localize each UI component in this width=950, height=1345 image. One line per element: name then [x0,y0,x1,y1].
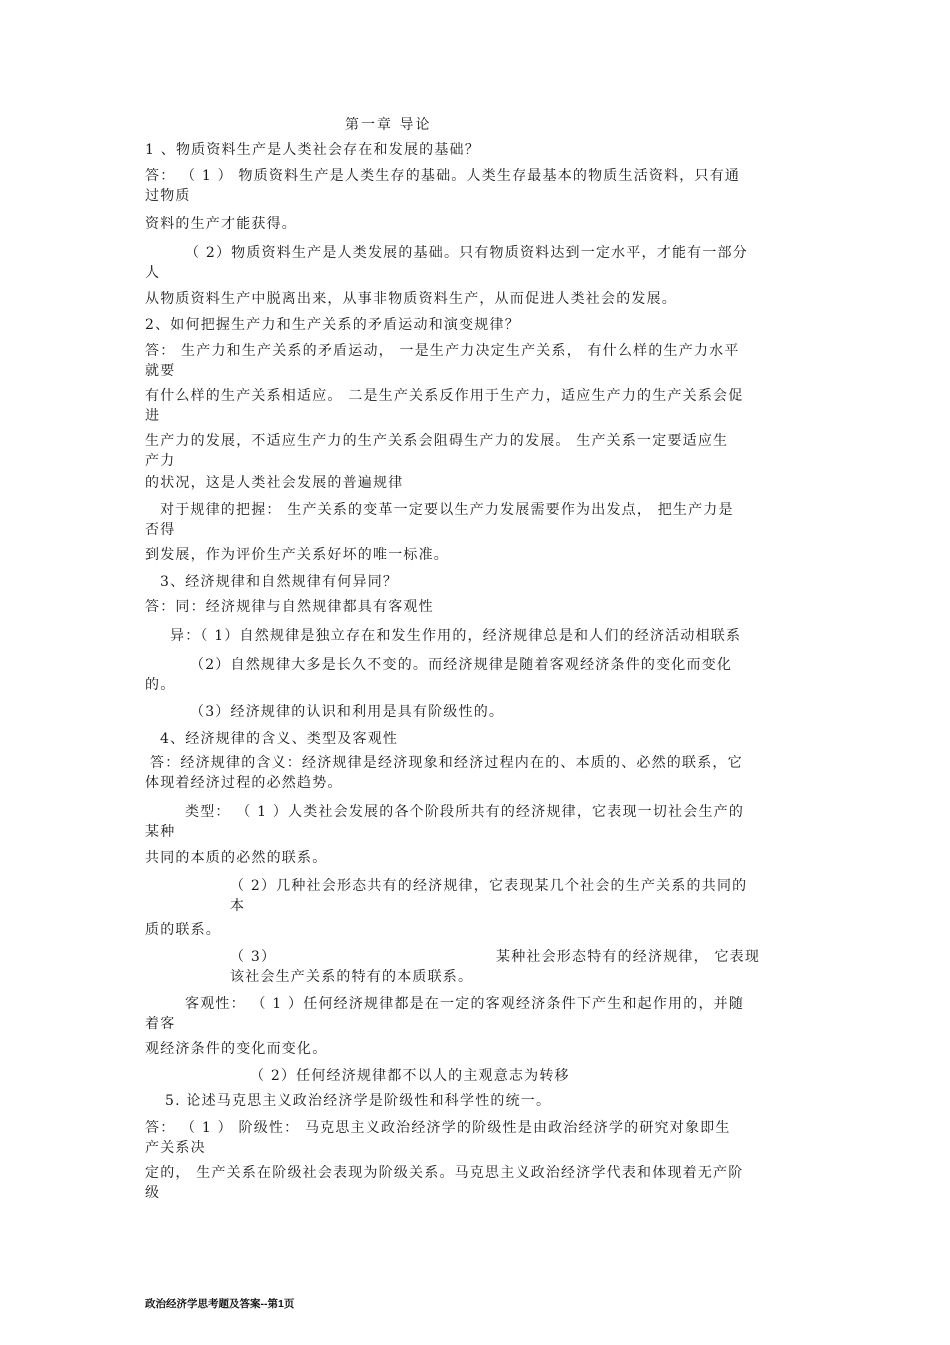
text-line: 生产力的发展，不适应生产力的生产关系会阻碍生产力的发展。 生产关系一定要适应生 [145,433,729,449]
chapter-title: 第一章 导论 [345,117,432,133]
text-line: （3）经济规律的认识和利用是具有阶级性的。 [190,704,505,720]
text-line: 人 [145,265,161,281]
question-1: 1 、物质资料生产是人类社会存在和发展的基础？ [145,142,480,158]
text-line: 从物质资料生产中脱离出来，从事非物质资料生产，从而促进人类社会的发展。 [145,291,677,307]
question-3: 3、经济规律和自然规律有何异同？ [160,574,399,590]
text-line: 本 [230,898,246,914]
text-line: 级 [145,1185,161,1201]
text-line: 否得 [145,522,176,538]
text-line: 着客 [145,1016,176,1032]
text-line: 到发展，作为评价生产关系好坏的唯一标准。 [145,547,449,563]
text-line: 进 [145,408,161,424]
text-line: 的。 [145,677,176,693]
text-line: 产力 [145,453,176,469]
text-line: 异：（ 1）自然规律是独立存在和发生作用的，经济规律总是和人们的经济活动相联系 [170,628,742,644]
text-line: 定的， 生产关系在阶级社会表现为阶级关系。马克思主义政治经济学代表和体现着无产阶 [145,1165,744,1181]
text-line: 质的联系。 [145,922,221,938]
text-line: 产关系决 [145,1140,206,1156]
question-4: 4、经济规律的含义、类型及客观性 [160,731,399,747]
text-line: 资料的生产才能获得。 [145,216,297,232]
text-line: 答： （ 1 ） 物质资料生产是人类生存的基础。人类生存最基本的物质生活资料，只有通 [145,168,741,184]
text-line: 有什么样的生产关系相适应。 二是生产关系反作用于生产力，适应生产力的生产关系会促 [145,388,744,404]
page-footer: 政治经济学思考题及答案--第1页 [145,1298,295,1310]
text-line: 共同的本质的必然的联系。 [145,850,328,866]
text-line: 就要 [145,363,176,379]
text-line: （2）自然规律大多是长久不变的。而经济规律是随着客观经济条件的变化而变化 [190,657,733,673]
question-2: 2、如何把握生产力和生产关系的矛盾运动和演变规律？ [145,317,520,333]
text-line: （ 2）物质资料生产是人类发展的基础。只有物质资料达到一定水平，才能有一部分 [185,245,748,261]
text-line: （ 2）任何经济规律都不以人的主观意志为转移 [250,1068,570,1084]
text-line: 体现着经济过程的必然趋势。 [145,775,343,791]
text-line: 对于规律的把握： 生产关系的变革一定要以生产力发展需要作为出发点， 把生产力是 [160,502,734,518]
text-line: 答：同：经济规律与自然规律都具有客观性 [145,599,434,615]
text-line: 过物质 [145,188,191,204]
text-line: 答：经济规律的含义：经济规律是经济现象和经济过程内在的、本质的、必然的联系，它 [150,755,743,771]
text-line: 该社会生产关系的特有的本质联系。 [230,969,474,985]
text-line: 某种社会形态特有的经济规律， 它表现 [496,949,761,965]
text-line: 的状况，这是人类社会发展的普遍规律 [145,475,404,491]
text-line: （ 2）几种社会形态共有的经济规律，它表现某几个社会的生产关系的共同的 [230,878,748,894]
text-line: 类型： （ 1 ）人类社会发展的各个阶段所共有的经济规律，它表现一切社会生产的 [185,804,745,820]
question-5: 5. 论述马克思主义政治经济学是阶级性和科学性的统一。 [165,1093,552,1109]
text-line: （ 3） [230,949,277,965]
text-line: 答： （ 1 ） 阶级性： 马克思主义政治经济学的阶级性是由政治经济学的研究对象即生 [145,1120,731,1136]
text-line: 某种 [145,824,176,840]
text-line: 观经济条件的变化而变化。 [145,1041,328,1057]
text-line: 客观性： （ 1 ）任何经济规律都是在一定的客观经济条件下产生和起作用的，并随 [185,996,745,1012]
text-line: 答： 生产力和生产关系的矛盾运动， 一是生产力决定生产关系， 有什么样的生产力水平 [145,343,740,359]
